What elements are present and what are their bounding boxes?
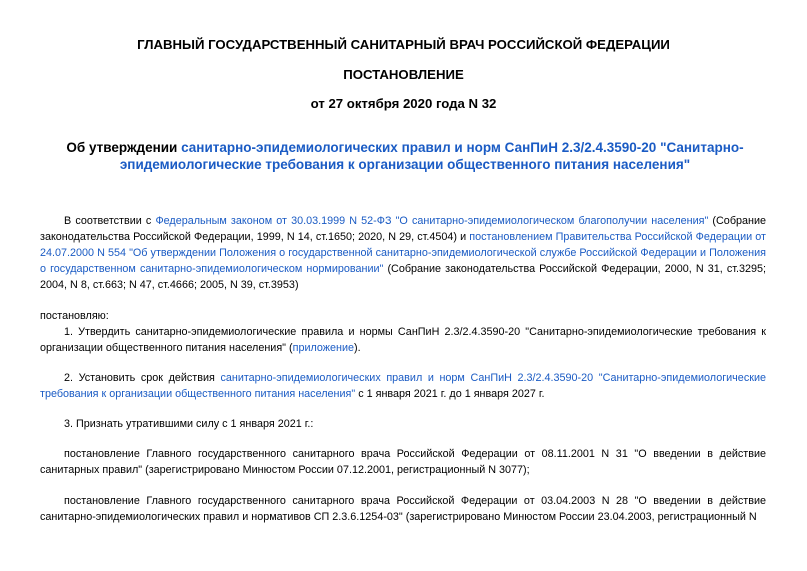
government-resolution-link[interactable]: постановлением Правительства Российской Федерации от 24.07.2000 N 554 "Об утверждении Положения о государственной санитарно-эпидемиологической службе Российской Федерации и Положения о государственном санитарно-эпидемиологическом нормировании" [40,231,766,275]
item-1-paragraph [40,324,766,356]
resolves-line: постановляю: [40,310,109,322]
repeal-paragraph-2: постановление Главного государственного санитарного врача Российской Федерации от 03.04.2003 N 28 "О введении в действие санитарно-эпидемиологических правил и нормативов СП 2.3.6.1254-03" (зарегистрировано Минюстом России 23.04.2003, регистрационный N [40,495,766,523]
preamble-text-3: (Собрание законодательства Российской Федерации, 2000, N 31, ст.3295; 2004, N 8, ст.663; N 47, ст.4666; 2005, N 39, ст.3953) [40,263,766,291]
preamble-text-2: (Собрание законодательства Российской Федерации, 1999, N 14, ст.1650; 2020, N 29, ст.4504) и [40,215,767,243]
title-prefix: Об утверждении [66,140,182,155]
repeal-paragraph-1: постановление Главного государственного санитарного врача Российской Федерации от 08.11.2001 N 31 "О введении в действие санитарных правил" (зарегистрировано Минюстом России 07.12.2001, регистрационный N 3077); [40,448,766,476]
preamble-text-1: В соответствии с [64,215,156,227]
item-2-text-2: с 1 января 2021 г. до 1 января 2027 г. [355,388,545,400]
federal-law-link[interactable]: Федеральным законом от 30.03.1999 N 52-ФЗ "О санитарно-эпидемиологическом благополучии населения" [155,215,709,227]
document-title [60,139,750,173]
item-3-paragraph: 3. Признать утратившими силу с 1 января 2021 г.: [64,418,314,430]
document-date-number: от 27 октября 2020 года N 32 [310,96,497,111]
sanpin-link[interactable]: санитарно-эпидемиологических правил и норм СанПиН 2.3/2.4.3590-20 "Санитарно-эпидемиологические требования к организации общественного питания населения" [40,372,766,400]
item-1-text-1: 1. Утвердить санитарно-эпидемиологические правила и нормы СанПиН 2.3/2.4.3590-20 "Санитарно-эпидемиологические требования к организации общественного питания населения" ( [40,326,766,354]
item-2-paragraph [40,370,766,402]
appendix-link[interactable]: приложение [292,342,355,354]
document-type: ПОСТАНОВЛЕНИЕ [343,67,464,82]
issuing-authority: ГЛАВНЫЙ ГОСУДАРСТВЕННЫЙ САНИТАРНЫЙ ВРАЧ РОССИЙСКОЙ ФЕДЕРАЦИИ [137,37,670,52]
item-2-text-1: 2. Установить срок действия [64,372,221,384]
item-1-text-2: ). [354,342,361,354]
preamble-paragraph [40,213,766,293]
title-link[interactable]: санитарно-эпидемиологических правил и норм СанПиН 2.3/2.4.3590-20 "Санитарно-эпидемиологические требования к организации общественного питания населения" [119,140,744,172]
